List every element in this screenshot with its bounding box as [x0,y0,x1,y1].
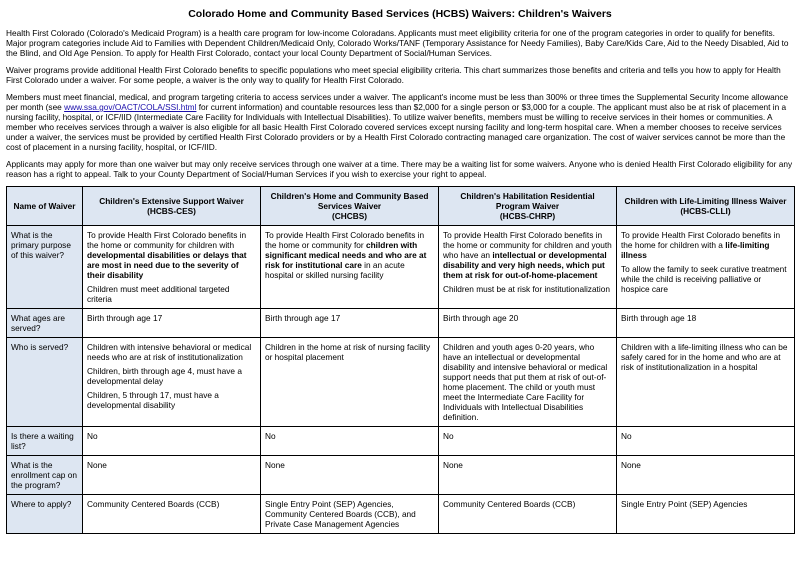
cell-bold-text: children with significant medical needs and who are at risk for institutional care [265,240,427,270]
header-ces-code: (HCBS-CES) [147,206,196,216]
cell-text: Children with intensive behavioral or medical needs who are at risk of institutionalization [87,342,252,362]
cell-bold-text: intellectual or developmental disability and very high needs, which put them at risk for out-of-home-placement [443,250,607,280]
header-chcbs [261,187,439,226]
ssa-cola-link[interactable]: www.ssa.gov/OACT/COLA/SSI.html [64,102,197,112]
intro-paragraph-3-text-a: Members must meet financial, medical, and program targeting criteria to access services under a waiver. The applicant's income must be less than 300% or three times the Supplemental Security Income allowance per month (see [6,92,789,112]
header-chrp-name: Children's Habilitation Residential Program Waiver [460,191,595,211]
cell-text: Children must meet additional targeted criteria [87,284,230,304]
header-ces-name: Children's Extensive Support Waiver [99,196,244,206]
cell-cap-ces: None [83,456,261,495]
cell-cap-chrp: None [439,456,617,495]
header-chcbs-name: Children's Home and Community Based Services Waiver [270,191,429,211]
cell-apply-chrp: Community Centered Boards (CCB) [439,495,617,534]
table-row-apply [7,495,795,534]
cell-waiting-chcbs: No [261,427,439,456]
cell-ages-chrp: Birth through age 20 [439,309,617,338]
cell-text: To provide Health First Colorado benefits in the home or community for [265,230,425,250]
header-chcbs-code: (CHCBS) [331,211,368,221]
row-label-ages: What ages are served? [7,309,83,338]
cell-purpose-chcbs [261,226,439,309]
cell-text: To provide Health First Colorado benefits in the home or community for children and youth who have an [443,230,612,260]
cell-who-clli: Children with a life-limiting illness who can be safely cared for in the home and who are at risk of institutionalization in a hospital [617,338,795,427]
cell-ages-ces: Birth through age 17 [83,309,261,338]
intro-paragraph-2: Waiver programs provide additional Health First Colorado benefits to specific populations who meet special eligibility criteria. This chart summarizes those benefits and criteria and tells you how to apply for Health First Colorado under a waiver. For some people, a waiver is the only way to qualify for Health First Colorado. [6,65,781,85]
table-row-purpose [7,226,795,309]
cell-purpose-clli [617,226,795,309]
cell-apply-clli: Single Entry Point (SEP) Agencies [617,495,795,534]
cell-purpose-chrp [439,226,617,309]
row-label-waiting: Is there a waiting list? [7,427,83,456]
cell-text: Children, 5 through 17, must have a developmental disability [87,390,219,410]
table-row-cap [7,456,795,495]
header-clli-name: Children with Life-Limiting Illness Waiver [624,196,787,206]
cell-waiting-clli: No [617,427,795,456]
intro-paragraph-1: Health First Colorado (Colorado's Medicaid Program) is a health care program for low-income Coloradans. Applicants must meet eligibility criteria for one of the program categories in order to qualify for benefits. Major program categories include Aid to Families with Dependent Children/Medicaid Only, Colorado Works/TANF (Temporary Assistance for Needy Families), Baby Care/Kids Care, Aid to the Needy Disabled, Aid to the Blind, and Old Age Pension. To apply for Health First Colorado, contact your local County Department of Social/Human Services. [6,28,789,58]
page-title: Colorado Home and Community Based Services (HCBS) Waivers: Children's Waivers [188,8,612,20]
cell-who-chcbs: Children in the home at risk of nursing facility or hospital placement [261,338,439,427]
cell-waiting-ces: No [83,427,261,456]
cell-text: To provide Health First Colorado benefits in the home or community for children with [87,230,247,250]
cell-apply-chcbs: Single Entry Point (SEP) Agencies, Community Centered Boards (CCB), and Private Case Management Agencies [261,495,439,534]
cell-bold-text: life-limiting illness [621,240,770,260]
table-header-row [7,187,795,226]
intro-paragraph-4: Applicants may apply for more than one waiver but may only receive services through one waiver at a time. There may be a waiting list for some waivers. Anyone who is denied Health First Colorado eligibility for any reason has a right to appeal. Talk to your County Department of Social/Human Services if you wish to exercise your right to appeal. [6,159,793,179]
cell-text: Children must be at risk for institutionalization [443,284,610,294]
intro-paragraph-3 [6,92,794,152]
cell-ages-chcbs: Birth through age 17 [261,309,439,338]
row-label-cap: What is the enrollment cap on the program? [7,456,83,495]
cell-text: To provide Health First Colorado benefits in the home for children with a [621,230,781,250]
header-chrp [439,187,617,226]
header-name-of-waiver: Name of Waiver [7,187,83,226]
cell-who-ces [83,338,261,427]
cell-text: in an acute hospital or skilled nursing facility [265,260,405,280]
cell-cap-chcbs: None [261,456,439,495]
cell-who-chrp: Children and youth ages 0-20 years, who have an intellectual or developmental disability and intensive behavioral or medical support needs that put them at risk of out-of-home placement. The child or youth must meet the Intermediate Care Facility for Individuals with Intellectual Disabilities definition. [439,338,617,427]
waiver-comparison-table [6,186,795,534]
table-row-who [7,338,795,427]
header-ces [83,187,261,226]
cell-bold-text: developmental disabilities or delays that are most in need due to the severity of their disability [87,250,247,280]
table-row-waiting [7,427,795,456]
intro-paragraph-3-text-b: for current information) and countable resources less than $2,000 for a single person or $3,000 for a couple. The applicant must also be at risk of placement in a nursing facility, hospital, or ICF/IID (Intermediate Care Facility for Individuals with Intellectual Disabilities). To utilize waiver benefits, members must be willing to receive services in their homes or communities. A member who receives services through a waiver is also eligible for all basic Health First Colorado covered services except nursing facility and long-term hospital care. When a member chooses to receive services under a waiver, the services must be provided by certified Health First Colorado providers or by a Health First Colorado contracting managed care organization. The cost of waiver services cannot be more than the cost of placement in a nursing facility, hospital, or ICF/IID. [6,102,787,152]
header-clli-code: (HCBS-CLLI) [680,206,731,216]
cell-text: Children, birth through age 4, must have a developmental delay [87,366,242,386]
cell-text: To allow the family to seek curative treatment while the child is receiving palliative or hospice care [621,264,787,294]
table-row-ages [7,309,795,338]
row-label-purpose: What is the primary purpose of this waiver? [7,226,83,309]
cell-apply-ces: Community Centered Boards (CCB) [83,495,261,534]
cell-cap-clli: None [617,456,795,495]
cell-waiting-chrp: No [439,427,617,456]
header-chrp-code: (HCBS-CHRP) [499,211,556,221]
row-label-apply: Where to apply? [7,495,83,534]
header-clli [617,187,795,226]
cell-ages-clli: Birth through age 18 [617,309,795,338]
row-label-who: Who is served? [7,338,83,427]
cell-purpose-ces [83,226,261,309]
